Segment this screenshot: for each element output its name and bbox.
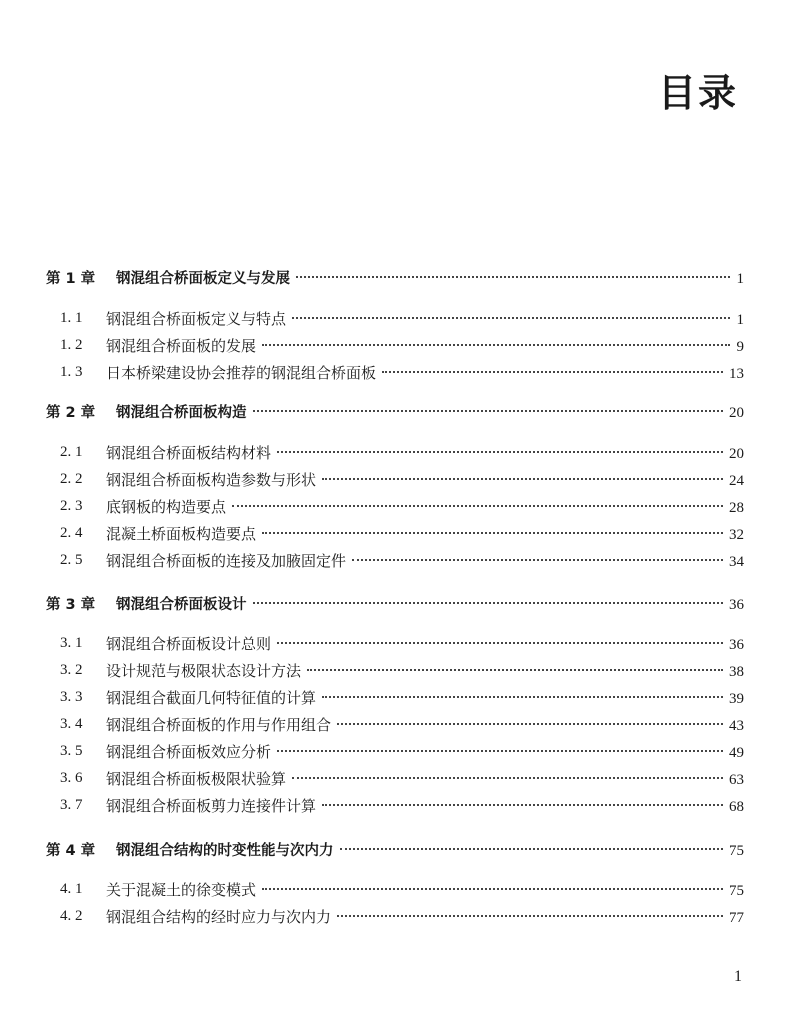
section-title: 钢混组合桥面板定义与特点 xyxy=(106,309,287,328)
dot-leader xyxy=(277,642,723,644)
toc-section-entry[interactable] xyxy=(0,632,790,654)
section-number: 3. 6 xyxy=(60,769,83,786)
toc-page-number: 49 xyxy=(729,744,744,761)
toc-page-number: 77 xyxy=(729,909,744,926)
section-number: 2. 2 xyxy=(60,470,83,487)
toc-entry-line xyxy=(106,442,744,463)
dot-leader xyxy=(352,559,723,561)
section-title: 钢混组合桥面板效应分析 xyxy=(106,742,272,761)
toc-page-number: 28 xyxy=(729,499,744,516)
toc-section-entry[interactable] xyxy=(0,361,790,383)
section-title: 钢混组合截面几何特征值的计算 xyxy=(106,688,317,707)
toc-chapter-entry[interactable] xyxy=(0,592,790,614)
section-number: 1. 2 xyxy=(60,336,83,353)
dot-leader xyxy=(253,602,724,604)
dot-leader xyxy=(232,505,723,507)
toc-entry-line xyxy=(106,741,744,762)
toc-chapter-entry[interactable] xyxy=(0,838,790,860)
section-title: 关于混凝土的徐变模式 xyxy=(106,880,257,899)
page-number: 1 xyxy=(734,968,742,985)
toc-entry-line xyxy=(106,660,744,681)
toc-section-entry[interactable] xyxy=(0,686,790,708)
dot-leader xyxy=(322,478,723,480)
toc-page-number: 39 xyxy=(729,690,744,707)
dot-leader xyxy=(292,317,730,319)
toc-entry-line xyxy=(106,714,744,735)
section-number: 2. 3 xyxy=(60,497,83,514)
toc-page-number: 36 xyxy=(729,596,744,613)
dot-leader xyxy=(322,804,723,806)
toc-section-entry[interactable] xyxy=(0,468,790,490)
section-title: 钢混组合桥面板结构材料 xyxy=(106,443,272,462)
dot-leader xyxy=(253,410,724,412)
toc-entry-line xyxy=(106,687,744,708)
toc-entry-line xyxy=(106,308,744,329)
dot-leader xyxy=(337,915,723,917)
section-number: 3. 7 xyxy=(60,796,83,813)
chapter-title: 钢混组合桥面板设计 xyxy=(116,596,247,613)
chapter-number: 第 1 章 xyxy=(46,270,96,287)
section-number: 3. 5 xyxy=(60,742,83,759)
toc-entry-line xyxy=(116,401,744,422)
toc-page-number: 20 xyxy=(729,445,744,462)
section-number: 3. 3 xyxy=(60,688,83,705)
toc-page-number: 1 xyxy=(736,311,744,328)
chapter-number: 第 3 章 xyxy=(46,596,96,613)
section-number: 3. 4 xyxy=(60,715,83,732)
section-title: 钢混组合桥面板极限状验算 xyxy=(106,769,287,788)
toc-page-number: 75 xyxy=(729,882,744,899)
section-number: 4. 2 xyxy=(60,907,83,924)
toc-chapter-entry[interactable] xyxy=(0,400,790,422)
section-number: 1. 3 xyxy=(60,363,83,380)
toc-page-number: 43 xyxy=(729,717,744,734)
toc-chapter-entry[interactable] xyxy=(0,266,790,288)
toc-section-entry[interactable] xyxy=(0,905,790,927)
toc-entry-line xyxy=(106,335,744,356)
dot-leader xyxy=(382,371,723,373)
toc-entry-line xyxy=(106,550,744,571)
dot-leader xyxy=(277,451,723,453)
toc-entry-line xyxy=(106,469,744,490)
toc-page-number: 63 xyxy=(729,771,744,788)
toc-section-entry[interactable] xyxy=(0,522,790,544)
chapter-title: 钢混组合桥面板构造 xyxy=(116,404,247,421)
page-title: 目录 xyxy=(657,71,738,115)
toc-page-number: 36 xyxy=(729,636,744,653)
toc-section-entry[interactable] xyxy=(0,713,790,735)
toc-section-entry[interactable] xyxy=(0,441,790,463)
section-title: 混凝土桥面板构造要点 xyxy=(106,524,257,543)
toc-entry-line xyxy=(116,839,744,860)
section-number: 3. 2 xyxy=(60,661,83,678)
toc-page-number: 38 xyxy=(729,663,744,680)
toc-section-entry[interactable] xyxy=(0,334,790,356)
dot-leader xyxy=(337,723,723,725)
section-title: 钢混组合桥面板剪力连接件计算 xyxy=(106,796,317,815)
section-title: 底钢板的构造要点 xyxy=(106,497,227,516)
toc-section-entry[interactable] xyxy=(0,878,790,900)
chapter-number: 第 4 章 xyxy=(46,842,96,859)
toc-page-number: 75 xyxy=(729,842,744,859)
dot-leader xyxy=(262,344,730,346)
section-title: 钢混组合结构的经时应力与次内力 xyxy=(106,907,332,926)
section-title: 钢混组合桥面板的作用与作用组合 xyxy=(106,715,332,734)
section-number: 1. 1 xyxy=(60,309,83,326)
toc-entry-line xyxy=(106,879,744,900)
chapter-number: 第 2 章 xyxy=(46,404,96,421)
toc-entry-line xyxy=(116,593,744,614)
toc-page-number: 9 xyxy=(736,338,744,355)
toc-page-number: 24 xyxy=(729,472,744,489)
dot-leader xyxy=(296,276,730,278)
toc-page-number: 1 xyxy=(736,270,744,287)
toc-page-number: 13 xyxy=(729,365,744,382)
toc-entry-line xyxy=(106,795,744,816)
section-number: 2. 1 xyxy=(60,443,83,460)
section-title: 钢混组合桥面板构造参数与形状 xyxy=(106,470,317,489)
toc-section-entry[interactable] xyxy=(0,659,790,681)
dot-leader xyxy=(277,750,723,752)
toc-section-entry[interactable] xyxy=(0,740,790,762)
toc-entry-line xyxy=(106,906,744,927)
toc-entry-line xyxy=(106,362,744,383)
toc-entry-line xyxy=(116,267,744,288)
chapter-title: 钢混组合桥面板定义与发展 xyxy=(116,270,290,287)
dot-leader xyxy=(307,669,723,671)
dot-leader xyxy=(262,532,723,534)
section-title: 钢混组合桥面板的发展 xyxy=(106,336,257,355)
section-number: 3. 1 xyxy=(60,634,83,651)
section-title: 钢混组合桥面板的连接及加腋固定件 xyxy=(106,551,347,570)
toc-page-number: 32 xyxy=(729,526,744,543)
dot-leader xyxy=(262,888,723,890)
toc-section-entry[interactable] xyxy=(0,549,790,571)
toc-page-number: 20 xyxy=(729,404,744,421)
toc-section-entry[interactable] xyxy=(0,495,790,517)
section-title: 日本桥梁建设协会推荐的钢混组合桥面板 xyxy=(106,363,377,382)
dot-leader xyxy=(322,696,723,698)
toc-entry-line xyxy=(106,496,744,517)
section-title: 钢混组合桥面板设计总则 xyxy=(106,634,272,653)
toc-entry-line xyxy=(106,523,744,544)
section-number: 2. 4 xyxy=(60,524,83,541)
toc-page-number: 68 xyxy=(729,798,744,815)
toc-entry-line xyxy=(106,633,744,654)
toc-page-number: 34 xyxy=(729,553,744,570)
dot-leader xyxy=(292,777,723,779)
dot-leader xyxy=(340,848,724,850)
section-number: 2. 5 xyxy=(60,551,83,568)
toc-section-entry[interactable] xyxy=(0,307,790,329)
toc-section-entry[interactable] xyxy=(0,794,790,816)
chapter-title: 钢混组合结构的时变性能与次内力 xyxy=(116,842,334,859)
section-title: 设计规范与极限状态设计方法 xyxy=(106,661,302,680)
toc-section-entry[interactable] xyxy=(0,767,790,789)
toc-entry-line xyxy=(106,768,744,789)
section-number: 4. 1 xyxy=(60,880,83,897)
